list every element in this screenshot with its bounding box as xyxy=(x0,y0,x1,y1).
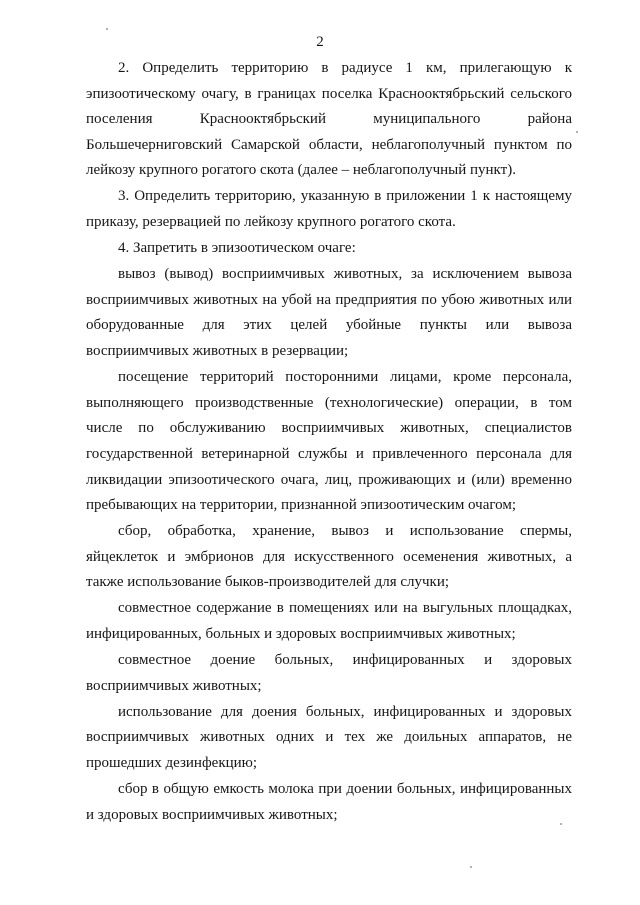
prohibition-animal-removal: вывоз (вывод) восприимчивых животных, за исключением вывоза восприимчивых животных на убой на предприятия по убою животных или оборудованные для этих целей убойные пункты или вывоза восприимчивых животных в резервации; xyxy=(86,266,572,360)
paragraph-2-buffer-zone: 2. Определить территорию в радиусе 1 км, прилегающую к эпизоотическому очагу, в границах поселка Краснооктябрьский сельского поселения Краснооктябрьский муниципального района Большечерниговский Самарской области, неблагополучный пунктом по лейкозу крупного рогатого скота (далее – неблагополучный пункт). xyxy=(86,60,572,179)
prohibition-joint-housing: совместное содержание в помещениях или на выгульных площадках, инфицированных, больных и здоровых восприимчивых животных; xyxy=(86,600,572,643)
scan-speck xyxy=(576,131,578,133)
prohibition-breeding-material: сбор, обработка, хранение, вывоз и использование спермы, яйцеклеток и эмбрионов для искусственного осеменения животных, а также использование быков-производителей для случки; xyxy=(86,523,572,591)
prohibition-shared-milking-equipment: использование для доения больных, инфицированных и здоровых восприимчивых животных одних и тех же доильных аппаратов, не прошедших дезинфекцию; xyxy=(86,703,572,772)
page-number: 2 xyxy=(316,34,324,50)
prohibition-joint-milking: совместное доение больных, инфицированных и здоровых восприимчивых животных; xyxy=(86,652,572,694)
scan-speck xyxy=(470,866,472,868)
scan-speck xyxy=(560,823,562,825)
document-body xyxy=(86,56,572,828)
paragraph-4-prohibitions-heading: 4. Запретить в эпизоотическом очаге: xyxy=(118,240,356,257)
paragraph-3-reservation: 3. Определить территорию, указанную в приложении 1 к настоящему приказу, резервацией по лейкозу крупного рогатого скота. xyxy=(86,188,572,231)
prohibition-outsider-visits: посещение территорий посторонними лицами, кроме персонала, выполняющего производственные (технологические) операции, в том числе по обслуживанию восприимчивых животных, специалистов государственной ветеринарной службы и привлеченного персонала для ликвидации эпизоотического очага, лиц, проживающих и (или) временно пребывающих на территории, признанной эпизоотическим очагом; xyxy=(86,369,572,514)
prohibition-common-milk-container: сбор в общую емкость молока при доении больных, инфицированных и здоровых восприимчивых животных; xyxy=(86,781,572,823)
scan-speck xyxy=(106,28,108,30)
